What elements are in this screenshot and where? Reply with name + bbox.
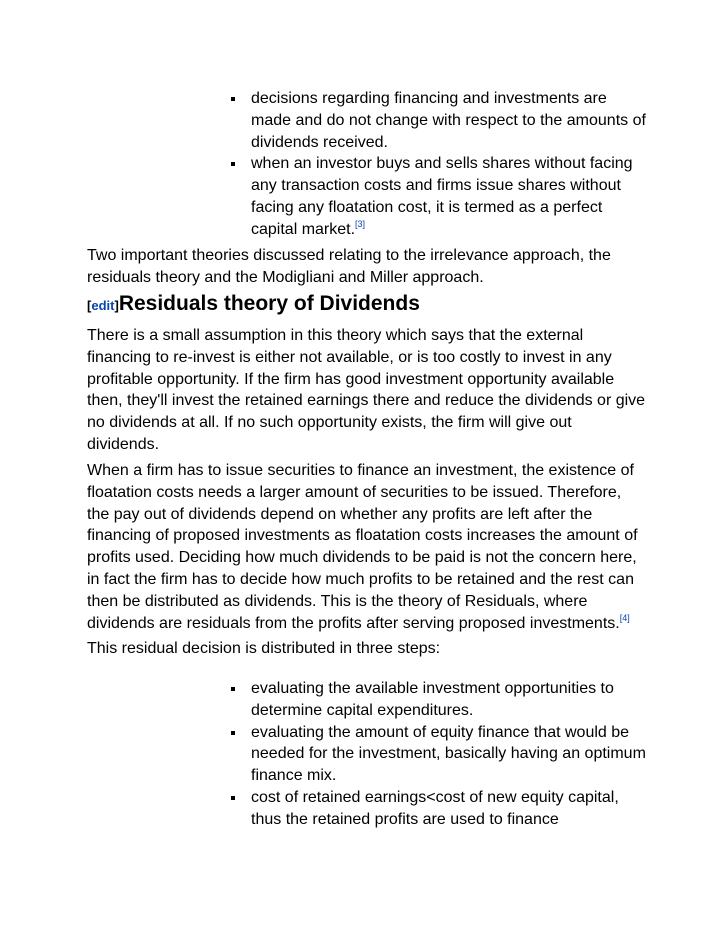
list-item-text: when an investor buys and sells shares without facing any transaction costs and firms issue shares without facing any floatation cost, it is termed as a perfect capital market. xyxy=(251,155,633,238)
bullet-icon xyxy=(231,162,235,166)
list-item xyxy=(228,678,648,722)
paragraph xyxy=(87,460,647,634)
bullet-icon xyxy=(231,796,235,800)
assumption-list xyxy=(228,88,648,241)
list-item-text: cost of retained earnings<cost of new equity capital, thus the retained profits are used to finance xyxy=(251,788,619,828)
edit-link-wrapper xyxy=(87,298,119,313)
list-item xyxy=(228,153,648,240)
edit-link[interactable]: edit xyxy=(91,298,115,313)
paragraph: There is a small assumption in this theory which says that the external financing to re-invest is either not available, or is too costly to invest in any profitable opportunity. If the firm has good investment opportunity available then, they'll invest the retained earnings there and reduce the dividends or give no dividends at all. If no such opportunity exists, the firm will give out dividends. xyxy=(87,327,646,453)
citation-link[interactable]: [3] xyxy=(355,218,366,229)
list-item-text: decisions regarding financing and investments are made and do not change with respect to the amounts of dividends received. xyxy=(251,90,646,151)
bullet-icon xyxy=(231,97,235,101)
paragraph-text: When a firm has to issue securities to finance an investment, the existence of floatation costs needs a larger amount of securities to be issued. Therefore, the pay out of dividends depend on whether any profits are left after the financing of proposed investments as floatation costs increases the amount of profits used. Deciding how much dividends to be paid is not the concern here, in fact the firm has to decide how much profits to be retained and the rest can then be distributed as dividends. This is the theory of Residuals, where dividends are residuals from the profits after serving proposed investments. xyxy=(87,462,638,632)
citation-link[interactable]: [4] xyxy=(619,612,630,623)
list-item xyxy=(228,88,648,153)
bullet-icon xyxy=(231,731,235,735)
steps-list xyxy=(228,678,648,831)
intro-paragraph: Two important theories discussed relating to the irrelevance approach, the residuals theory and the Modigliani and Miller approach. xyxy=(87,247,611,286)
section-title: Residuals theory of Dividends xyxy=(118,292,420,315)
edit-bracket-close: ] xyxy=(114,298,119,313)
list-item xyxy=(228,722,648,787)
list-item xyxy=(228,787,648,831)
bullet-icon xyxy=(231,687,235,691)
list-item-text: evaluating the amount of equity finance that would be needed for the investment, basically having an optimum finance mix. xyxy=(251,723,646,785)
edit-bracket-open: [ xyxy=(87,298,92,313)
paragraph: This residual decision is distributed in three steps: xyxy=(87,640,441,657)
list-item-text: evaluating the available investment opportunities to determine capital expenditures. xyxy=(251,680,614,719)
section-heading xyxy=(87,289,647,317)
